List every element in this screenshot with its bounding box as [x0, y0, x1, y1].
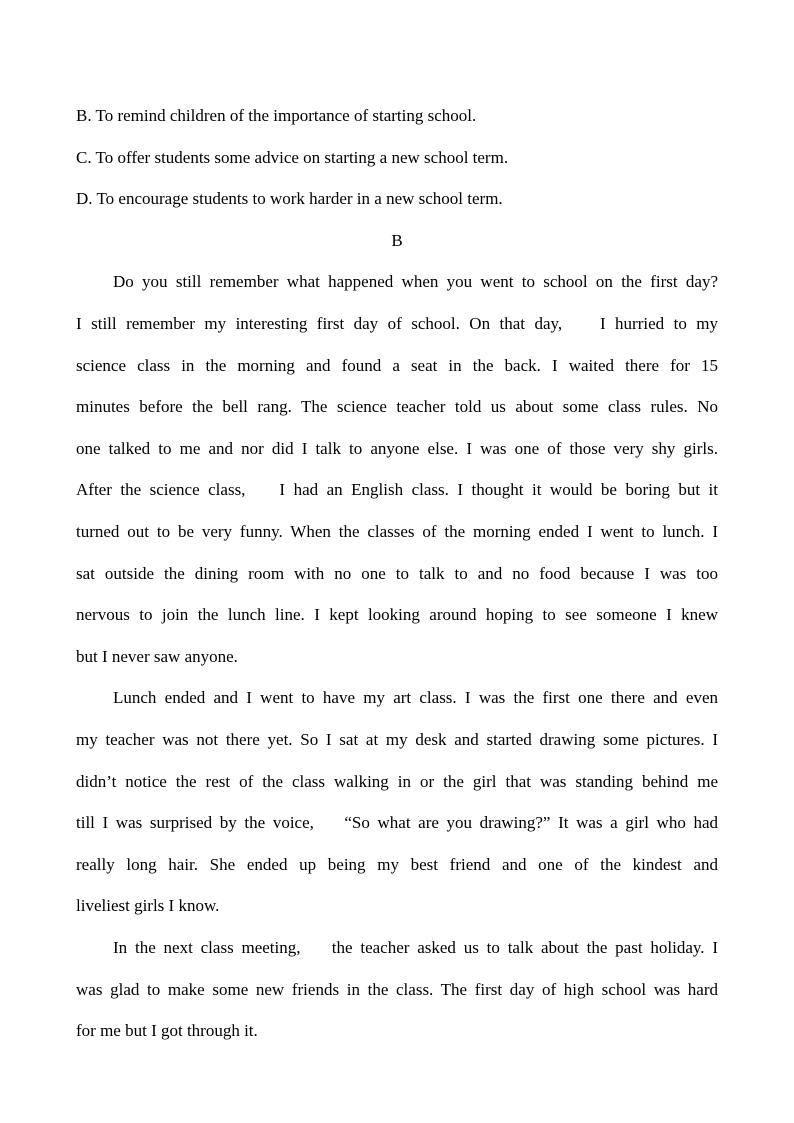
paragraph3-line: was glad to make some new friends in the class. The first day of high school was hard	[76, 980, 718, 999]
paragraph2-line: till I was surprised by the voice, “So what are you drawing?” It was a girl who had	[76, 813, 718, 832]
paragraph1-line: but I never saw anyone.	[76, 647, 238, 666]
paragraph2-line: didn’t notice the rest of the class walking in or the girl that was standing behind me	[76, 772, 718, 791]
section-heading: B	[391, 231, 403, 250]
option-b: B. To remind children of the importance of starting school.	[76, 106, 477, 125]
paragraph2-line: really long hair. She ended up being my best friend and one of the kindest and	[76, 855, 718, 874]
paragraph2-line: liveliest girls I know.	[76, 896, 220, 915]
option-c: C. To offer students some advice on starting a new school term.	[76, 148, 509, 167]
paragraph1-line: science class in the morning and found a seat in the back. I waited there for 15	[76, 356, 718, 375]
paragraph2-line: Lunch ended and I went to have my art class. I was the first one there and even	[113, 688, 718, 707]
paragraph1-line: I still remember my interesting first day of school. On that day, I hurried to my	[76, 314, 718, 333]
paragraph1-line: After the science class, I had an English class. I thought it would be boring but it	[76, 480, 718, 499]
paragraph2-line: my teacher was not there yet. So I sat at my desk and started drawing some pictures. I	[76, 730, 718, 749]
paragraph1-line: minutes before the bell rang. The science teacher told us about some class rules. No	[76, 397, 718, 416]
paragraph3-line: for me but I got through it.	[76, 1021, 258, 1040]
paragraph1-line: one talked to me and nor did I talk to anyone else. I was one of those very shy girls.	[76, 439, 718, 458]
paragraph3-line: In the next class meeting, the teacher asked us to talk about the past holiday. I	[113, 938, 718, 957]
paragraph1-line: sat outside the dining room with no one to talk to and no food because I was too	[76, 564, 718, 583]
paragraph1-line: turned out to be very funny. When the classes of the morning ended I went to lunch. I	[76, 522, 718, 541]
option-d: D. To encourage students to work harder in a new school term.	[76, 189, 503, 208]
paragraph1-line: Do you still remember what happened when you went to school on the first day?	[113, 272, 718, 291]
paragraph1-line: nervous to join the lunch line. I kept looking around hoping to see someone I knew	[76, 605, 718, 624]
